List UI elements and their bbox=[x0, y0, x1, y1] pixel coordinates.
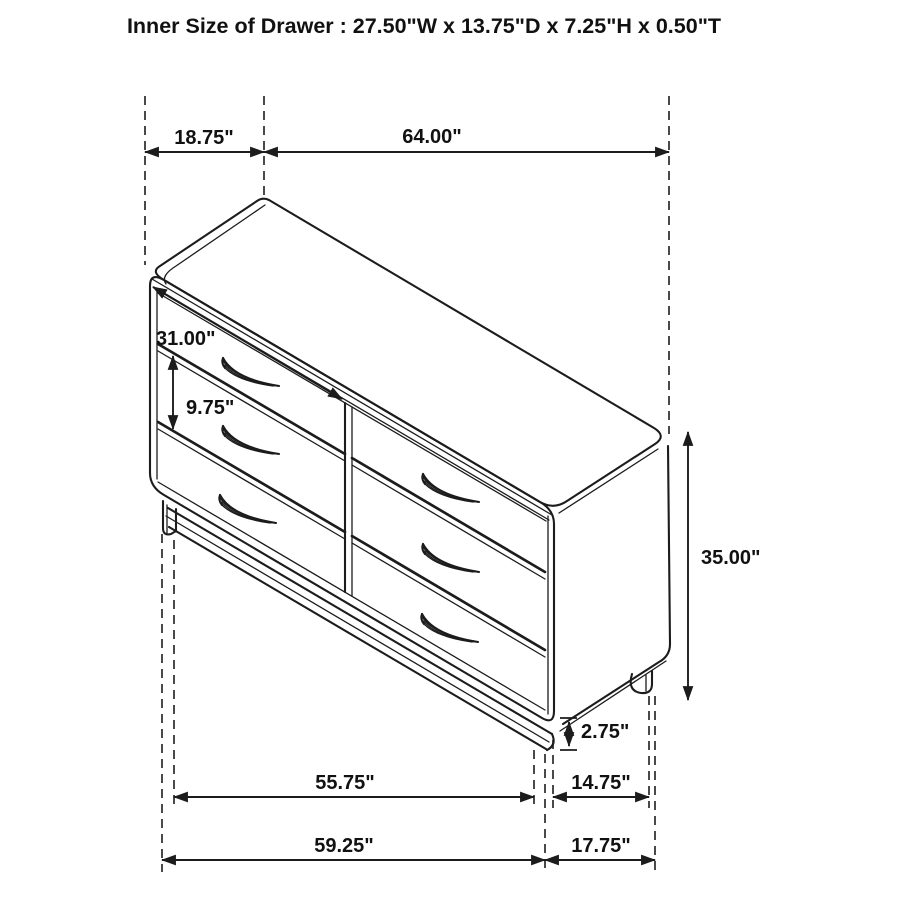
dim-front-span-outer-label: 59.25" bbox=[314, 835, 374, 857]
dim-base-height bbox=[560, 718, 629, 750]
dresser-side-panel bbox=[560, 446, 670, 731]
plinth-mid-line bbox=[166, 516, 549, 742]
dim-left-section-width-label: 31.00" bbox=[156, 328, 216, 350]
right-row1-line bbox=[352, 458, 545, 572]
dim-side-span-inner bbox=[553, 772, 649, 797]
top-surface-outline bbox=[156, 199, 661, 506]
left-row2-line2 bbox=[158, 429, 345, 539]
dim-top-depth-label: 18.75" bbox=[174, 127, 234, 149]
dim-side-span-outer bbox=[545, 835, 655, 860]
dim-top-width-label: 64.00" bbox=[402, 126, 462, 148]
plinth-bottom-line bbox=[169, 527, 546, 749]
dim-base-height-label: 2.75" bbox=[581, 721, 630, 743]
extension-lines bbox=[145, 96, 669, 872]
dresser-drawing bbox=[150, 199, 670, 750]
drawer-handle-left-middle bbox=[222, 426, 279, 454]
drawer-handles bbox=[219, 358, 479, 642]
dim-left-section-width bbox=[153, 287, 342, 399]
page-title: Inner Size of Drawer : 27.50"W x 13.75"D x 7.25"H x 0.50"T bbox=[126, 14, 722, 38]
side-panel-back-edge bbox=[563, 446, 670, 724]
top-surface-right-edge-line bbox=[559, 449, 658, 513]
dim-front-span-inner bbox=[174, 772, 534, 797]
dim-top-depth bbox=[145, 127, 264, 152]
dim-overall-height-label: 35.00" bbox=[701, 547, 761, 569]
drawer-handle-right-top bbox=[422, 474, 479, 502]
drawer-handle-right-bottom bbox=[421, 614, 478, 642]
drawer-handle-left-top bbox=[222, 358, 279, 386]
dim-side-span-inner-label: 14.75" bbox=[571, 772, 631, 794]
dim-side-span-outer-label: 17.75" bbox=[571, 835, 631, 857]
dim-top-width bbox=[264, 126, 669, 152]
dim-front-span-outer bbox=[162, 835, 545, 860]
right-row2-line2 bbox=[352, 543, 545, 657]
dim-front-span-inner-label: 55.75" bbox=[315, 772, 375, 794]
drawer-handle-right-middle bbox=[422, 544, 479, 572]
dim-overall-height bbox=[688, 432, 761, 700]
drawer-center-divider bbox=[345, 403, 352, 596]
right-row1-line2 bbox=[352, 465, 545, 579]
top-surface-left-edge-line bbox=[164, 205, 265, 284]
drawer-handle-left-bottom bbox=[219, 495, 276, 523]
dim-drawer-height-label: 9.75" bbox=[186, 397, 235, 419]
